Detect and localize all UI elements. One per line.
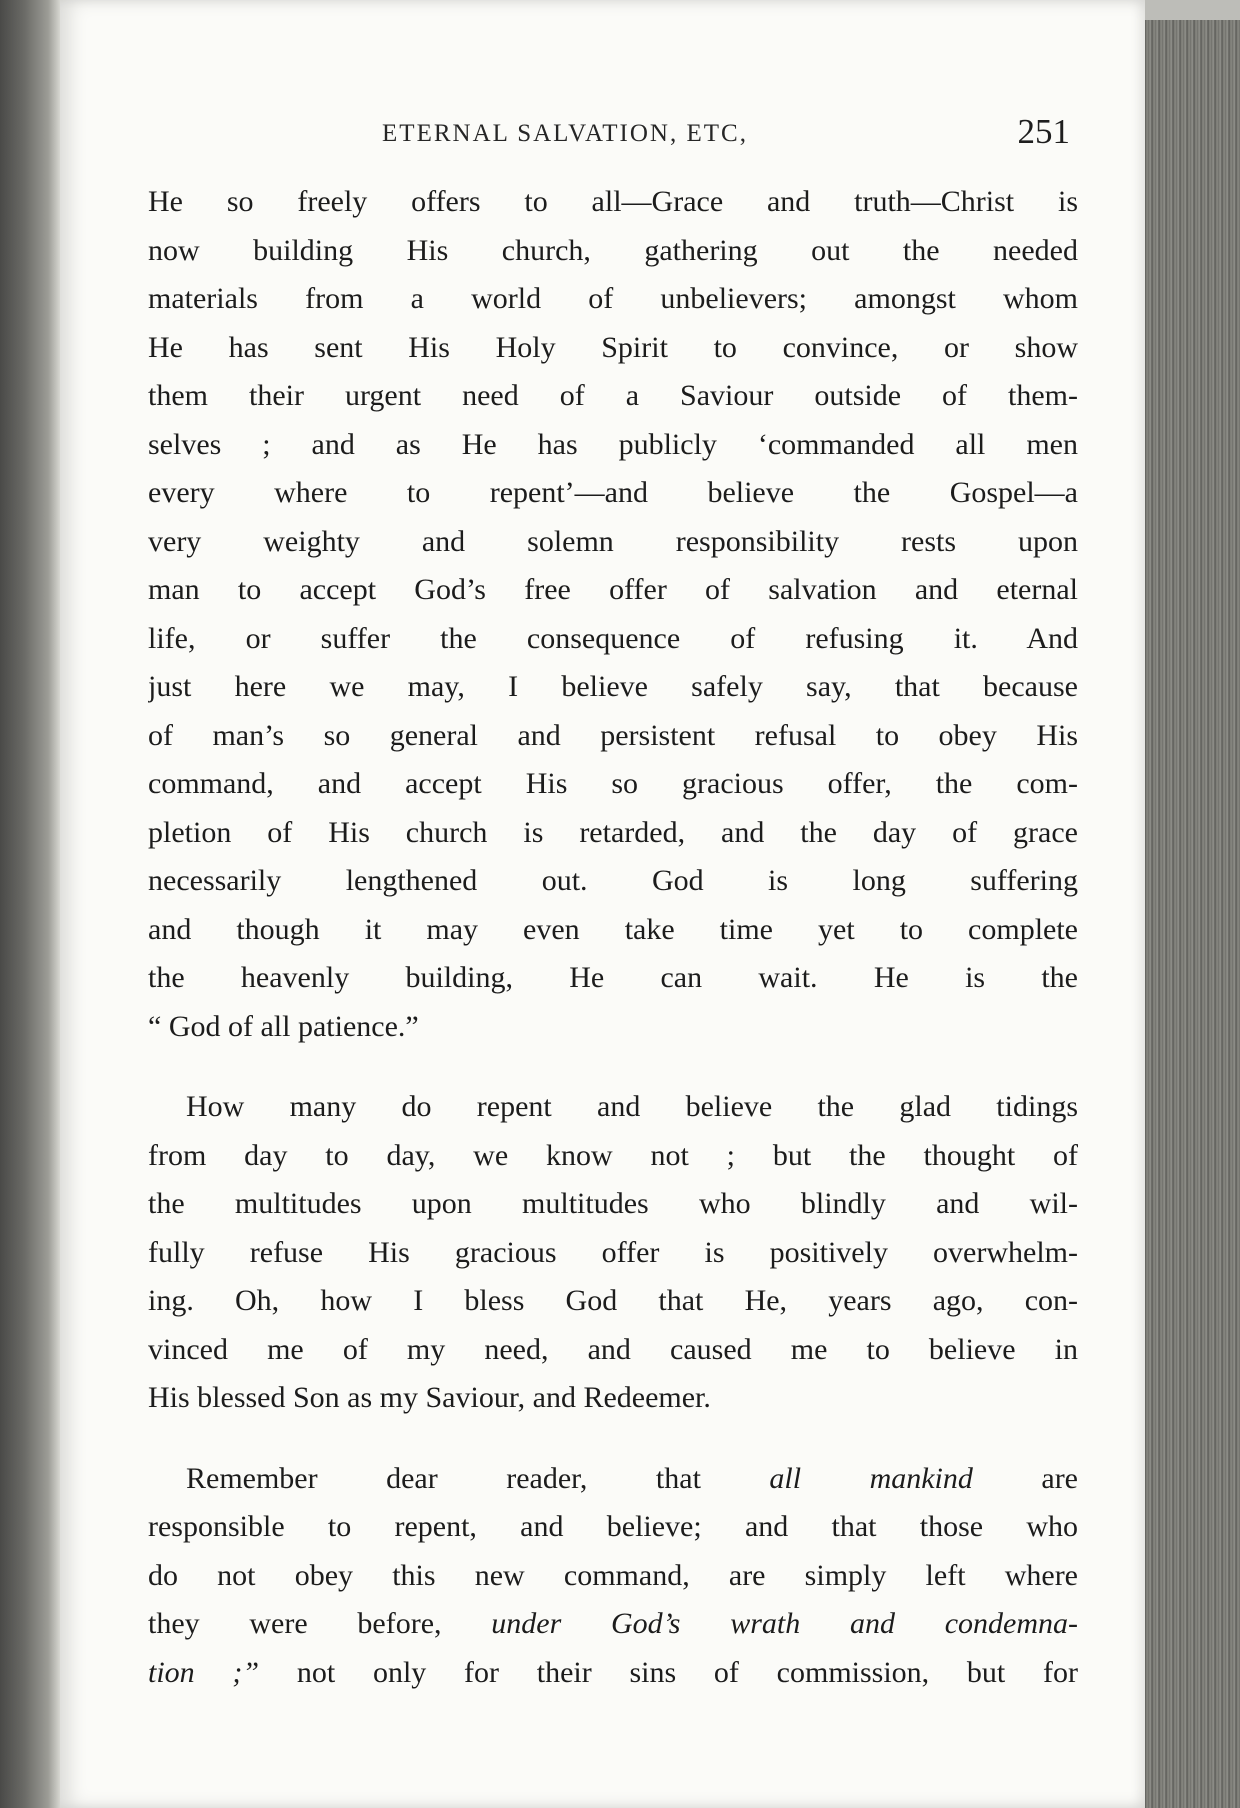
running-head-title: ETERNAL SALVATION, ETC, [382, 120, 748, 147]
book-binding-left [0, 0, 60, 1808]
text-line: the heavenly building, He can wait. He is the [148, 961, 1078, 994]
text-line: do not obey this new command, are simply left where [148, 1558, 1078, 1592]
text-line: man to accept God’s free offer of salvation and eternal [148, 573, 1078, 606]
paragraph-1 [148, 178, 1078, 1051]
text-line: very weighty and solemn responsibility rests upon [148, 524, 1078, 558]
text-line: of man’s so general and persistent refusal to obey His [148, 718, 1078, 752]
text-line: He has sent His Holy Spirit to convince, or show [148, 330, 1078, 364]
text-run: they were before, [148, 1607, 492, 1640]
text-line: every where to repent’—and believe the Gospel—a [148, 476, 1078, 509]
text-line: life, or suffer the consequence of refusing it. And [148, 621, 1078, 655]
text-line [148, 1455, 1078, 1504]
text-line: materials from a world of unbelievers; amongst whom [148, 282, 1078, 315]
running-head [60, 112, 1070, 162]
text-run: not only for their sins of commission, but for [259, 1655, 1078, 1689]
paragraph-spacer [148, 1051, 1078, 1083]
text-line: necessarily lengthened out. God is long suffering [148, 864, 1078, 897]
paragraph-3 [148, 1455, 1078, 1698]
text-line: vinced me of my need, and caused me to believe in [148, 1332, 1078, 1366]
page-number: 251 [1017, 112, 1070, 151]
text-line: them their urgent need of a Saviour outside of them- [148, 379, 1078, 412]
text-line: just here we may, I believe safely say, that because [148, 670, 1078, 703]
text-line: command, and accept His so gracious offer, the com- [148, 767, 1078, 800]
text-line: pletion of His church is retarded, and the day of grace [148, 815, 1078, 849]
text-line: now building His church, gathering out the needed [148, 233, 1078, 267]
book-page [60, 0, 1145, 1808]
italic-text: under God’s wrath and condemna- [491, 1607, 1078, 1640]
paragraph-spacer [148, 1423, 1078, 1455]
book-page-edges [1145, 20, 1240, 1808]
text-line: His blessed Son as my Saviour, and Redeemer. [148, 1381, 711, 1414]
paragraph-2 [148, 1083, 1078, 1423]
text-line: responsible to repent, and believe; and that those who [148, 1510, 1078, 1543]
text-line: and though it may even take time yet to complete [148, 912, 1078, 946]
italic-text: all mankind [769, 1461, 973, 1495]
italic-text: tion ;” [148, 1655, 260, 1689]
text-line: fully refuse His gracious offer is positively overwhelm- [148, 1235, 1078, 1269]
text-run: Remember dear reader, that [186, 1461, 770, 1495]
text-line: the multitudes upon multitudes who blindly and wil- [148, 1187, 1078, 1220]
text-line: “ God of all patience.” [148, 1009, 419, 1043]
text-line: from day to day, we know not ; but the thought of [148, 1138, 1078, 1172]
text-line: He so freely offers to all—Grace and truth—Christ is [148, 185, 1078, 218]
text-run: are [972, 1461, 1078, 1495]
text-line [148, 1600, 1078, 1649]
text-line: selves ; and as He has publicly ‘commanded all men [148, 427, 1078, 461]
text-line: How many do repent and believe the glad tidings [186, 1090, 1078, 1123]
body-text [148, 178, 1078, 1697]
text-line [148, 1649, 1078, 1698]
text-line: ing. Oh, how I bless God that He, years ago, con- [148, 1284, 1078, 1317]
